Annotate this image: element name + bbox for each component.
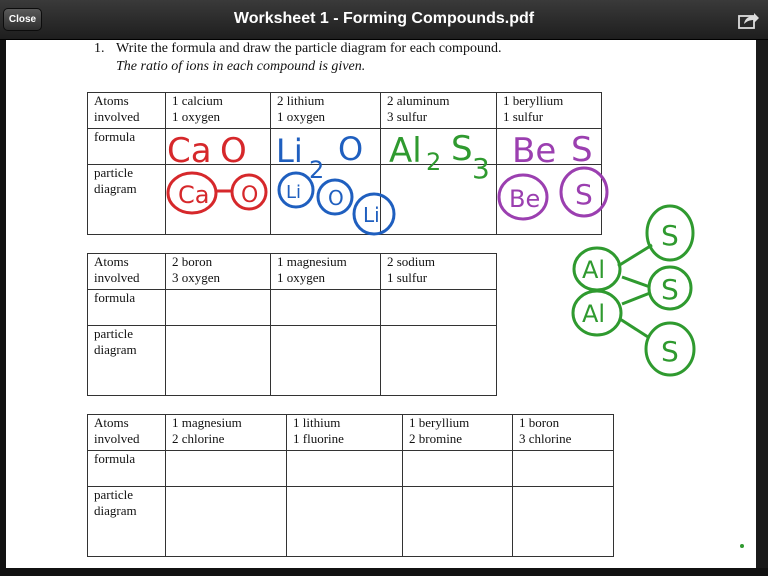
al-s-bond-line (620, 319, 648, 337)
particle-diagram-label: particle diagram (88, 326, 166, 396)
formula-bes-part2: S (571, 130, 593, 170)
document-title: Worksheet 1 - Forming Compounds.pdf (233, 10, 535, 27)
particle-al2s3 (573, 206, 694, 375)
formula-cao-part2: O (220, 131, 247, 171)
formula-al2s3-subscript2: 3 (472, 152, 490, 185)
formula-bes (512, 130, 593, 171)
atoms-involved-label: Atoms involved (88, 415, 166, 451)
pen-dot (740, 544, 744, 548)
pdf-page[interactable] (6, 40, 756, 568)
al-particle-label-1: Al (582, 256, 606, 284)
compound-cell: 2 boron 3 oxygen (166, 254, 271, 290)
formula-cao (167, 131, 247, 171)
particle-diagram-label: particle diagram (88, 165, 166, 235)
o-particle-label-blue: O (328, 186, 344, 210)
formula-cao-part1: Ca (167, 131, 212, 171)
al-s-bond-line (622, 277, 650, 287)
compound-cell: 1 lithium 1 fluorine (287, 415, 403, 451)
s-particle-label-green-3: S (661, 335, 679, 368)
particle-bes (499, 168, 607, 219)
formula-al2s3-part1: Al (389, 131, 422, 171)
al-particle-label-2: Al (582, 300, 606, 328)
compound-cell: 2 sodium 1 sulfur (381, 254, 497, 290)
title-bar (0, 0, 768, 40)
o-particle-label-red: O (241, 183, 259, 208)
formula-label: formula (88, 451, 166, 487)
atoms-involved-label: Atoms involved (88, 93, 166, 129)
close-button[interactable]: Close (3, 8, 42, 31)
question-subtext: The ratio of ions in each compound is given. (116, 59, 366, 74)
li-particle-label-1: Li (286, 182, 302, 203)
ca-particle-label: Ca (178, 181, 210, 209)
compound-cell: 1 magnesium 2 chlorine (166, 415, 287, 451)
formula-al2s3-subscript1: 2 (426, 148, 442, 176)
formula-al2s3-part2: S (451, 129, 473, 169)
compound-cell: 1 beryllium 1 sulfur (497, 93, 602, 129)
compound-cell: 2 lithium 1 oxygen (271, 93, 381, 129)
question-text: Write the formula and draw the particle diagram for each compound. (116, 41, 502, 56)
particle-li2o (279, 173, 394, 234)
al-s-bond-line (622, 293, 650, 304)
s-particle-label-green-2: S (661, 273, 679, 306)
page-edge (756, 40, 768, 568)
li-particle-label-2: Li (363, 203, 380, 227)
compound-cell: 2 aluminum 3 sulfur (381, 93, 497, 129)
formula-label: formula (88, 129, 166, 165)
formula-li2o-subscript: 2 (309, 156, 325, 184)
be-particle-label: Be (509, 185, 541, 213)
atoms-involved-label: Atoms involved (88, 254, 166, 290)
s-particle-label-purple: S (575, 178, 593, 211)
particle-cao (168, 173, 266, 213)
formula-li2o-part2: O (338, 130, 364, 168)
formula-li2o-part1: Li (276, 132, 303, 170)
formula-label: formula (88, 290, 166, 326)
compound-cell: 1 beryllium 2 bromine (403, 415, 513, 451)
compound-cell: 1 boron 3 chlorine (513, 415, 614, 451)
question-number: 1. (94, 41, 105, 56)
s-particle-label-green-1: S (661, 219, 679, 252)
share-icon[interactable] (736, 9, 760, 31)
particle-diagram-label: particle diagram (88, 487, 166, 557)
formula-al2s3 (389, 129, 490, 185)
formula-bes-part1: Be (512, 131, 557, 171)
compound-cell: 1 magnesium 1 oxygen (271, 254, 381, 290)
handwriting-layer (6, 40, 756, 568)
compound-cell: 1 calcium 1 oxygen (166, 93, 271, 129)
al-s-bond-line (618, 245, 652, 266)
